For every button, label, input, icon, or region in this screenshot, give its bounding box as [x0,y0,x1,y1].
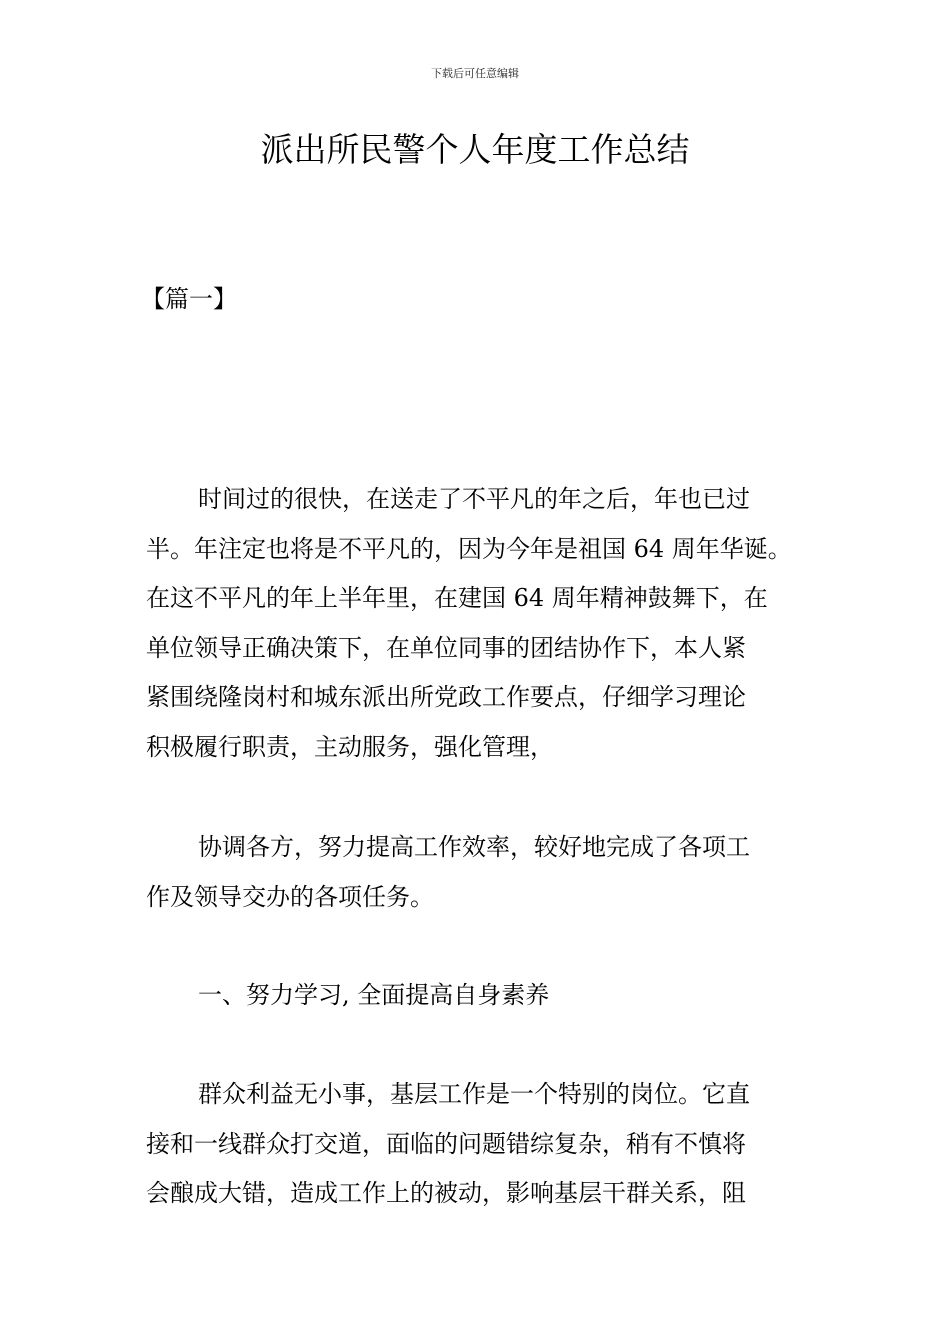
paragraph-line: 紧围绕隆岗村和城东派出所党政工作要点，仔细学习理论 [146,683,746,711]
header-note: 下载后可任意编辑 [431,67,519,80]
section-label: 【篇一】 [141,285,237,313]
paragraph-line: 时间过的很快，在送走了不平凡的年之后，年也已过 [198,485,750,513]
paragraph-coordination [146,823,816,922]
paragraph-line: 群众利益无小事，基层工作是一个特别的岗位。它直 [198,1080,750,1108]
paragraph-line: 作及领导交办的各项任务。 [146,882,434,911]
paragraph-line: 积极履行职责，主动服务，强化管理， [146,732,554,761]
paragraph-line: 在这不平凡的年上半年里，在建国 64 周年精神鼓舞下，在 [146,584,768,612]
paragraph-line: 一、努力学习, 全面提高自身素养 [198,981,550,1009]
paragraph-line: 会酿成大错，造成工作上的被动，影响基层干群关系，阻 [146,1179,746,1207]
section-heading-study [146,971,816,1021]
document-title: 派出所民警个人年度工作总结 [260,130,690,169]
paragraph-line: 半。年注定也将是不平凡的，因为今年是祖国 64 周年华诞。 [146,534,792,563]
paragraph-line: 接和一线群众打交道，面临的问题错综复杂，稍有不慎将 [146,1129,746,1158]
paragraph-grassroots [146,1070,816,1219]
paragraph-intro [146,475,816,772]
paragraph-line: 单位领导正确决策下，在单位同事的团结协作下，本人紧 [146,633,746,662]
paragraph-line: 协调各方，努力提高工作效率，较好地完成了各项工 [198,833,750,861]
